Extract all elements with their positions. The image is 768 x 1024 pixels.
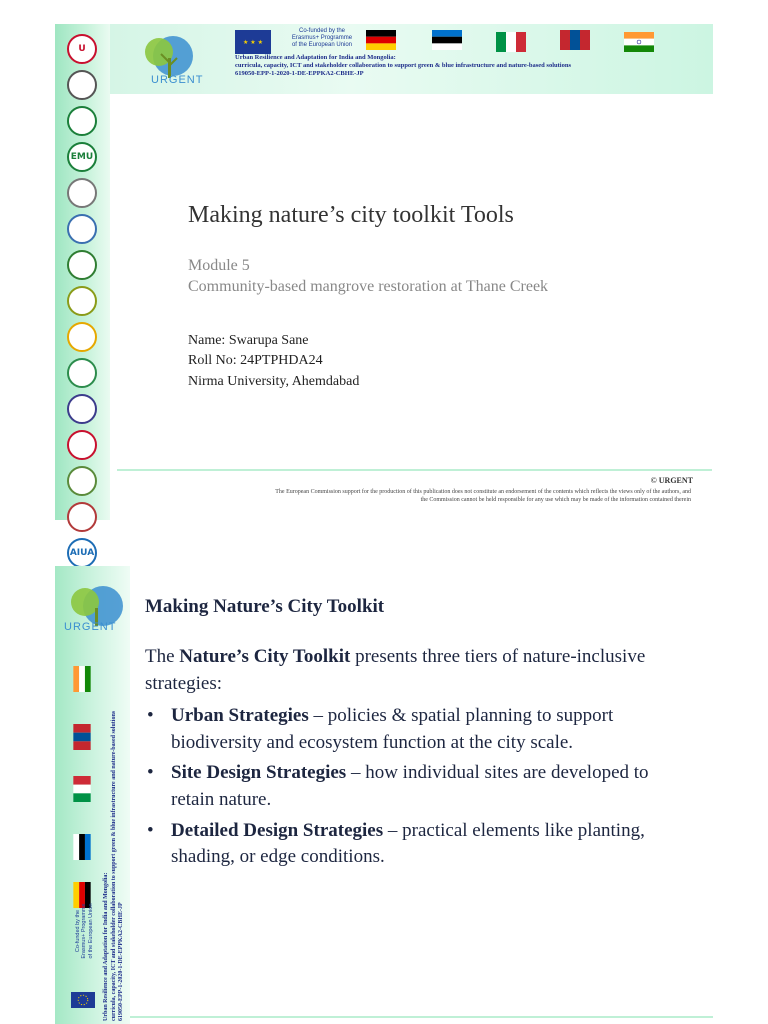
partner-logo-icon: [67, 430, 97, 460]
partner-logo-icon: [67, 394, 97, 424]
partner-logo-icon: EMU: [67, 142, 97, 172]
partner-logo-icon: [67, 286, 97, 316]
strategy-list: [145, 703, 690, 871]
slide-1: [55, 24, 713, 558]
partner-logo-strip: [55, 24, 110, 558]
project-description: Urban Resilience and Adaptation for India and Mongolia: curricula, capacity, ICT and stakeholder collaboration to support green & blue infrastructure and nature-based solutions 619050-EPP-1-2020-1-DE-EPPKA2-CBHE-JP: [235, 54, 571, 78]
slide-body: [145, 644, 690, 875]
eu-disclaimer: The European Commission support for the production of this publication does not constitute an endorsement of the contents which reflects the views only of the authors, and the Commission cannot be held responsible for any use which may be made of the information contained therein: [275, 489, 691, 504]
presenter-name: Name: Swarupa Sane: [188, 333, 309, 348]
bullet-icon: •: [147, 705, 154, 727]
partner-logo-icon: [67, 322, 97, 352]
eu-flag-icon: [71, 991, 95, 1009]
partner-logo-icon: AIUA: [67, 538, 97, 568]
list-item: • Urban Strategies – policies & spatial planning to support biodiversity and ecosystem function at the city scale.: [147, 705, 614, 753]
partner-logos: [65, 34, 105, 610]
eu-cofunded-text: Co-funded by the Erasmus+ Programme of the European Union: [75, 903, 94, 959]
urgent-wordmark: URGENT: [64, 621, 117, 633]
partner-logo-icon: U: [67, 34, 97, 64]
slide-subtitle: [188, 256, 598, 298]
presenter-info: [188, 331, 359, 392]
italy-flag-icon: [73, 776, 91, 802]
urgent-wordmark: URGENT: [151, 74, 204, 86]
list-item: • Site Design Strategies – how individual sites are developed to retain nature.: [147, 762, 649, 810]
footer-divider: [117, 469, 712, 471]
bullet-icon: •: [147, 819, 154, 841]
partner-logo-icon: [67, 214, 97, 244]
roll-number: Roll No: 24PTPHDA24: [188, 353, 323, 369]
estonia-flag-icon: [73, 834, 91, 860]
list-item: • Detailed Design Strategies – practical elements like planting, shading, or edge conditions.: [147, 819, 645, 868]
mongolia-flag-icon: [73, 724, 91, 750]
partner-logo-icon: [67, 106, 97, 136]
estonia-flag-icon: [431, 30, 463, 50]
partner-logo-icon: [67, 70, 97, 100]
slide-heading: Making Nature’s City Toolkit: [145, 596, 385, 617]
partner-logo-icon: [67, 358, 97, 388]
partner-logo-icon: [67, 178, 97, 208]
eu-cofunded-text: Co-funded by the Erasmus+ Programme of the European Union: [291, 28, 353, 48]
bullet-icon: •: [147, 762, 154, 784]
india-flag-icon: [623, 32, 655, 52]
eu-flag-icon: ★ ★ ★: [235, 30, 271, 54]
footer-divider: [130, 1016, 713, 1018]
partner-logo-icon: [67, 502, 97, 532]
module-topic: Community-based mangrove restoration at Thane Creek: [188, 278, 549, 296]
partner-logo-icon: [67, 250, 97, 280]
mongolia-flag-icon: [559, 30, 591, 50]
slide-2: [55, 566, 713, 1024]
project-description-vertical: Urban Resilience and Adaptation for India and Mongolia: curricula, capacity, ICT and stakeholder collaboration to support green & blue infrastructure and nature-based solutions 619050-EPP-1-2020-1-DE-EPPKA2-CBHE-JP: [103, 710, 124, 1021]
italy-flag-icon: [495, 32, 527, 52]
india-flag-icon: [73, 666, 91, 692]
partner-logo-icon: [67, 466, 97, 496]
germany-flag-icon: [365, 30, 397, 50]
module-label: Module 5: [188, 257, 250, 274]
slide-title: Making nature’s city toolkit Tools: [188, 202, 514, 228]
university: Nirma University, Ahemdabad: [188, 373, 360, 389]
copyright: © URGENT: [650, 476, 693, 485]
intro-paragraph: The Nature’s City Toolkit presents three tiers of nature-inclusive strategies:: [145, 646, 646, 694]
